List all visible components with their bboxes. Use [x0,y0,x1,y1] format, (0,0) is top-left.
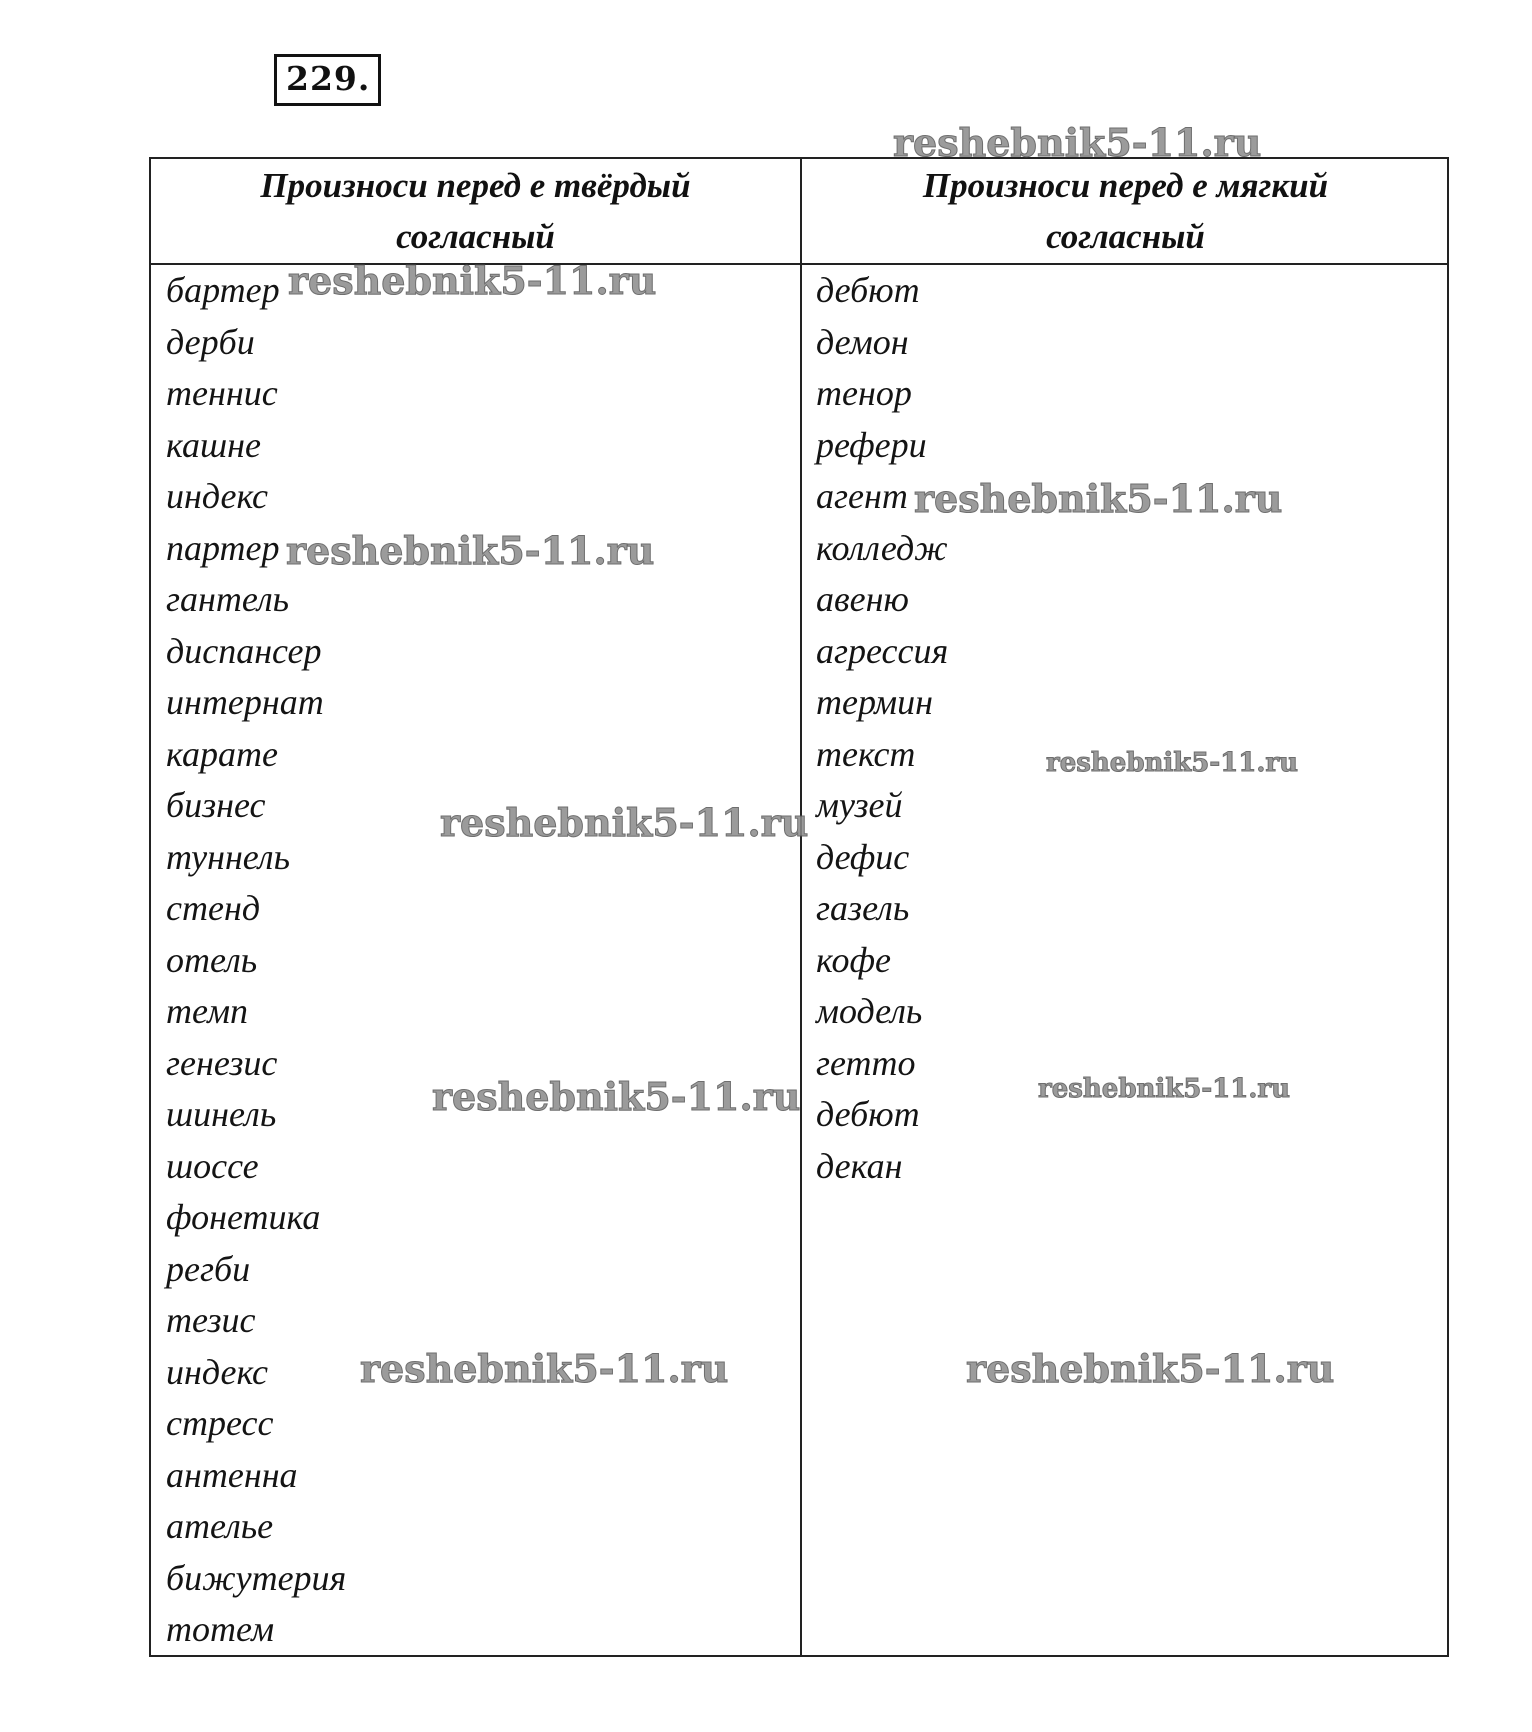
word-item: интернат [166,682,324,722]
word-item: тезис [166,1300,256,1340]
word-item: индекс [166,1351,268,1392]
word-item: туннель [166,836,290,877]
watermark: reshebnik5-11.ru [1046,748,1299,778]
word-item: дефис [816,836,910,877]
word-item: рефери [816,424,927,465]
watermark: reshebnik5-11.ru [440,800,809,845]
soft-consonant-word-list [816,265,948,1192]
word-item: кофе [816,939,892,980]
word-item: декан [816,1145,903,1186]
word-item: стенд [166,888,261,928]
word-item: демон [816,321,909,362]
watermark: reshebnik5-11.ru [966,1346,1335,1391]
word-item: агент [816,476,908,516]
word-item: карате [166,733,278,774]
word-item: генезис [166,1042,278,1083]
word-item: тотем [166,1609,275,1649]
word-item: регби [166,1248,251,1289]
word-item: термин [816,682,934,722]
word-item: текст [816,733,916,774]
word-item: теннис [166,373,278,413]
word-item: дебют [816,270,920,310]
word-item: авеню [816,579,909,619]
word-item: музей [816,785,903,825]
word-item: шинель [166,1094,277,1134]
word-item: партер [166,527,280,568]
watermark: reshebnik5-11.ru [286,528,655,573]
word-item: индекс [166,476,268,516]
word-item: колледж [816,527,948,568]
watermark: reshebnik5-11.ru [288,258,657,303]
word-item: фонетика [166,1197,321,1237]
word-item: ателье [166,1506,274,1546]
word-item: отель [166,939,258,980]
watermark: reshebnik5-11.ru [893,120,1262,165]
word-item: шоссе [166,1145,259,1186]
word-item: модель [816,991,923,1031]
word-item: бизнес [166,785,266,825]
watermark: reshebnik5-11.ru [432,1074,801,1119]
column-divider [800,159,802,1655]
word-item: антенна [166,1454,298,1495]
word-item: стресс [166,1403,274,1443]
task-number: 229. [274,54,381,106]
word-item: дерби [166,321,255,362]
words-table [149,157,1449,1657]
hard-consonant-word-list [166,265,346,1656]
word-item: диспансер [166,630,322,671]
word-item: газель [816,888,910,928]
word-item: бижутерия [166,1557,347,1598]
header-soft-consonant [802,159,1449,263]
watermark: reshebnik5-11.ru [360,1346,729,1391]
word-item: темп [166,991,249,1031]
word-item: тенор [816,373,912,413]
word-item: гетто [816,1042,916,1083]
word-item: агрессия [816,630,949,671]
header-soft-consonant-text: Произноси перед е мягкий согласный [922,166,1329,256]
word-item: гантель [166,579,290,619]
watermark: reshebnik5-11.ru [1038,1074,1291,1104]
watermark: reshebnik5-11.ru [914,476,1283,521]
word-item: бартер [166,270,280,310]
word-item: дебют [816,1094,920,1134]
word-item: кашне [166,424,261,465]
header-hard-consonant [151,159,800,263]
header-hard-consonant-text: Произноси перед е твёрдый согласный [260,166,691,256]
